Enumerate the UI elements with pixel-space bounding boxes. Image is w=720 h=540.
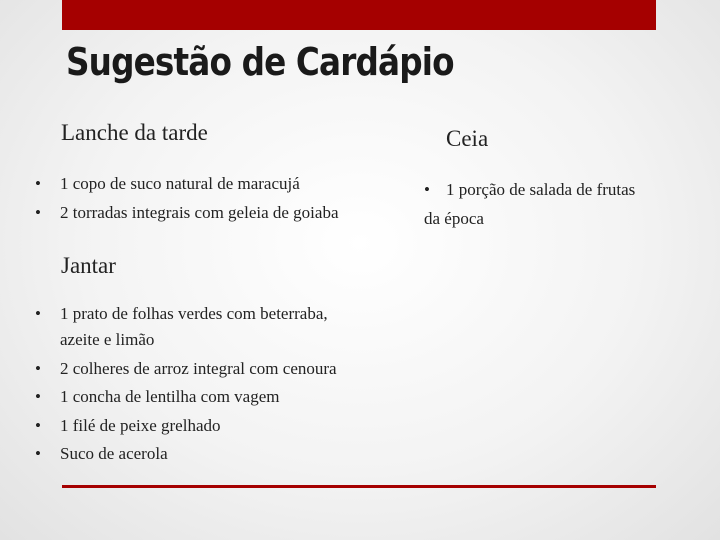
jantar-item-text: 2 colheres de arroz integral com cenoura <box>60 358 337 378</box>
bullet-icon: • <box>35 202 41 222</box>
ceia-item-text-line2: da época <box>424 208 484 228</box>
jantar-item-text: 1 concha de lentilha com vagem <box>60 387 280 406</box>
jantar-list <box>30 300 337 469</box>
jantar-item-text: 1 prato de folhas verdes com beterraba, <box>60 304 328 323</box>
bullet-icon: • <box>35 304 41 323</box>
slide-title: Sugestão de Cardápio <box>66 40 454 84</box>
jantar-item-text: Suco de acerola <box>60 444 168 463</box>
jantar-list-item <box>30 383 337 412</box>
jantar-list-item <box>30 355 337 384</box>
ceia-item-text-line1: 1 porção de salada de frutas <box>446 180 636 199</box>
lanche-list <box>30 170 339 227</box>
lanche-list-item <box>30 170 339 199</box>
jantar-item-text: 1 filé de peixe grelhado <box>60 415 221 435</box>
bullet-icon: • <box>35 358 41 378</box>
bottom-accent-line <box>62 485 656 488</box>
bullet-icon: • <box>424 180 430 199</box>
jantar-list-item <box>30 440 337 469</box>
lanche-item-text: 1 copo de suco natural de maracujá <box>60 174 300 193</box>
lanche-heading: Lanche da tarde <box>61 120 208 145</box>
bullet-icon: • <box>35 415 41 435</box>
bullet-icon: • <box>35 444 41 463</box>
lanche-list-item <box>30 199 339 228</box>
jantar-item-text-continued: azeite e limão <box>60 329 155 349</box>
jantar-list-item <box>30 300 337 351</box>
lanche-item-text: 2 torradas integrais com geleia de goiaba <box>60 202 339 222</box>
bullet-icon: • <box>35 174 41 193</box>
bullet-icon: • <box>35 387 41 406</box>
jantar-list-item <box>30 412 337 441</box>
jantar-heading: Jantar <box>61 253 116 278</box>
top-accent-bar <box>62 0 656 30</box>
ceia-heading: Ceia <box>446 126 489 151</box>
ceia-list-item <box>424 176 714 233</box>
